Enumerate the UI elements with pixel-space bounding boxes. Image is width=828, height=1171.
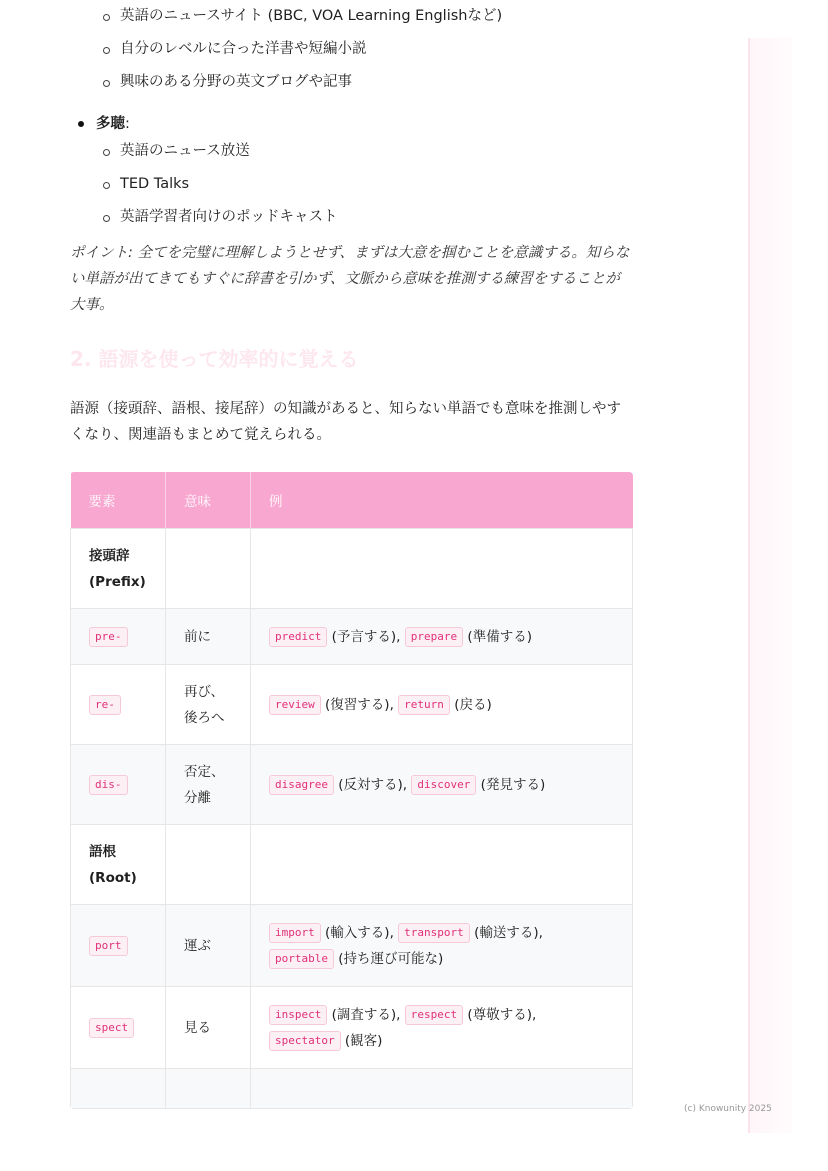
- circle-bullet-icon: [103, 215, 110, 222]
- etymology-table: [70, 472, 633, 1109]
- intro-paragraph: 語源（接頭辞、語根、接尾辞）の知識があると、知らない単語でも意味を推測しやすくなり、関連語もまとめて覚えられる。: [70, 401, 621, 443]
- list-item: 興味のある分野の英文ブログや記事: [70, 66, 634, 99]
- code-port: port: [89, 936, 128, 956]
- table-row: pre- 前に predict (予言する), prepare (準備する): [71, 609, 633, 665]
- copyright-footer: (c) Knowunity 2025: [684, 1104, 772, 1114]
- table-row-root-heading: [71, 825, 633, 905]
- table-row-partial: [71, 1069, 633, 1109]
- code-re: re-: [89, 695, 121, 715]
- table-row: spect 見る inspect (調査する), respect (尊敬する), spectator (観客): [71, 987, 633, 1069]
- table-row: re- 再び、 後ろへ review (復習する), return (戻る): [71, 665, 633, 745]
- circle-bullet-icon: [103, 149, 110, 156]
- bullet-dot-icon: [78, 121, 84, 127]
- list-item: 英語のニュース放送: [70, 135, 634, 168]
- code-spect: spect: [89, 1018, 134, 1038]
- table-row-prefix-heading: [71, 529, 633, 609]
- tacho-bullet: 多聴:: [70, 113, 634, 135]
- header-meaning: 意味: [166, 472, 251, 529]
- document-body: [70, 0, 634, 1109]
- circle-bullet-icon: [103, 47, 110, 54]
- list-item: 英語のニュースサイト (BBC, VOA Learning Englishなど): [70, 0, 634, 33]
- point-note: ポイント: 全てを完璧に理解しようとせず、まずは大意を掴むことを意識する。知らない単語が出てきてもすぐに辞書を引かず、文脈から意味を推測する練習をすることが大事。: [70, 245, 630, 313]
- circle-bullet-icon: [103, 14, 110, 21]
- code-pre: pre-: [89, 627, 128, 647]
- code-dis: dis-: [89, 775, 128, 795]
- section-heading: 2. 語源を使って効率的に覚える: [70, 347, 359, 371]
- prefix-heading-cell: 接頭辞 (Prefix): [71, 529, 166, 609]
- header-example: 例: [251, 472, 633, 529]
- list-item: 英語学習者向けのポッドキャスト: [70, 201, 634, 234]
- table-row: dis- 否定、 分離 disagree (反対する), discover (発見する): [71, 745, 633, 825]
- root-heading-cell: 語根 (Root): [71, 825, 166, 905]
- circle-bullet-icon: [103, 80, 110, 87]
- table-header-row: [71, 472, 633, 529]
- right-sidebar-strip: [748, 38, 792, 1133]
- reading-sources-list: [70, 0, 634, 99]
- list-item: 自分のレベルに合った洋書や短編小説: [70, 33, 634, 66]
- listening-sources-list: [70, 135, 634, 234]
- list-item: TED Talks: [70, 168, 634, 201]
- circle-bullet-icon: [103, 182, 110, 189]
- table-row: port 運ぶ import (輸入する), transport (輸送する), portable (持ち運び可能な): [71, 905, 633, 987]
- header-element: 要素: [71, 472, 166, 529]
